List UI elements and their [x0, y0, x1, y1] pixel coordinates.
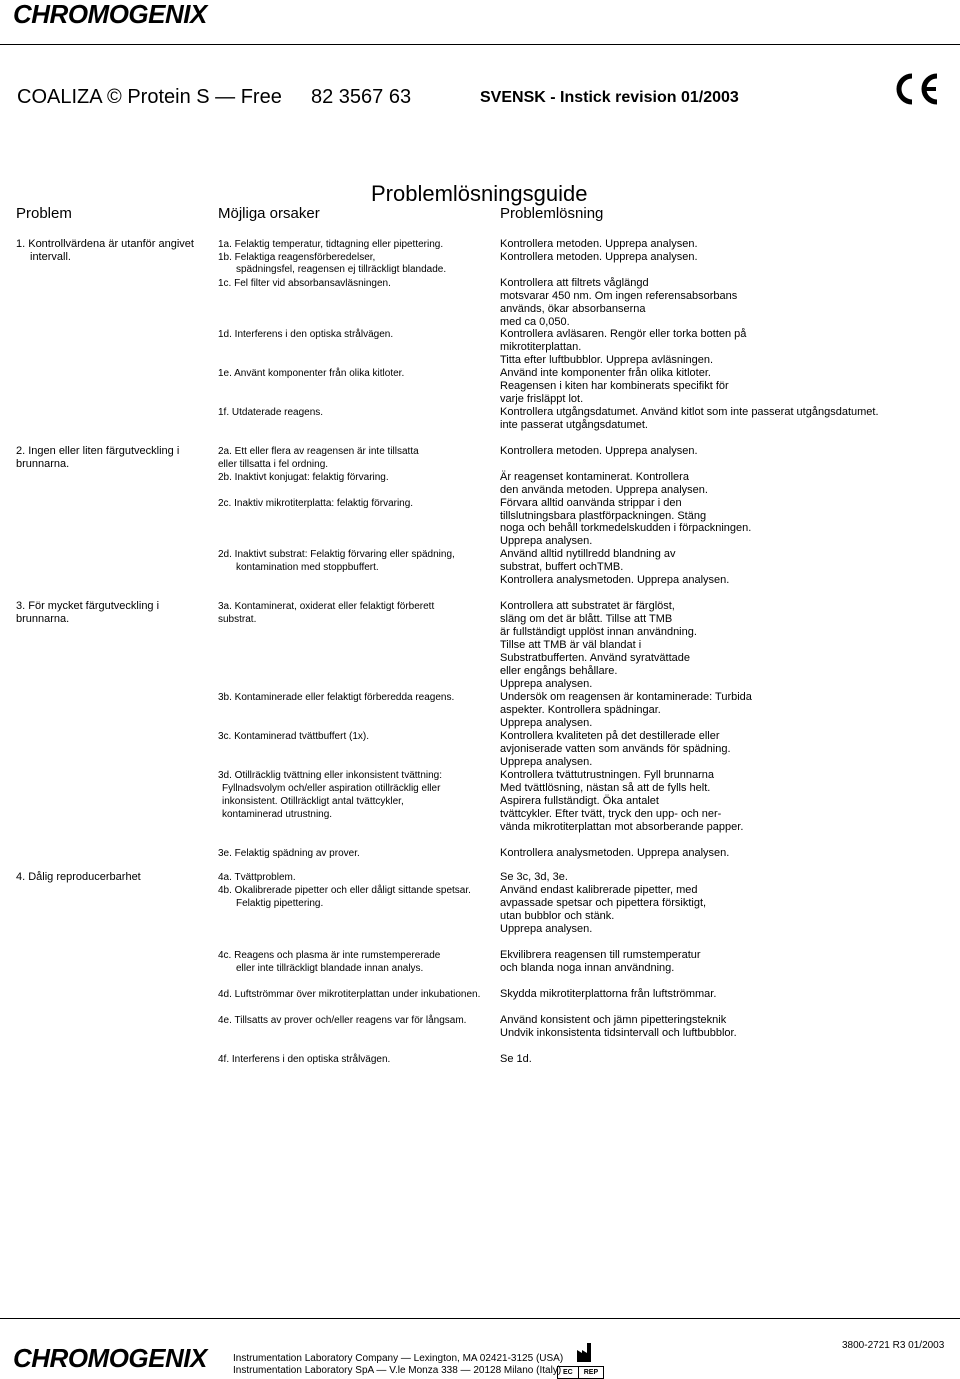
solution-line: eller engångs behållare.	[500, 665, 618, 677]
rep-label: REP	[578, 1367, 603, 1378]
ec-rep-badge	[557, 1366, 604, 1379]
factory-icon	[576, 1341, 596, 1363]
solution-line: Kontrollera metoden. Upprepa analysen.	[500, 238, 698, 250]
solution-line: motsvarar 450 nm. Om ingen referensabsorbans	[500, 290, 738, 302]
solution-line: Substratbufferten. Använd syratvättade	[500, 652, 690, 664]
solution-line: utan bubblor och stänk.	[500, 910, 615, 922]
representative-address: Instrumentation Laboratory SpA — V.le Monza 338 — 20128 Milano (Italy)	[233, 1365, 562, 1376]
cause-line: 1d. Interferens i den optiska strålvägen.	[218, 329, 394, 340]
cause-line: 2c. Inaktiv mikrotiterplatta: felaktig förvaring.	[218, 498, 414, 509]
problem-line: brunnarna.	[16, 613, 70, 625]
problem-line: 3. För mycket färgutveckling i	[16, 600, 160, 612]
cause-line: kontaminerad utrustning.	[222, 809, 333, 820]
solution-line: Upprepa analysen.	[500, 923, 593, 935]
header-divider	[0, 44, 960, 45]
problem-line: intervall.	[30, 251, 71, 263]
solution-line: vända mikrotiterplattan mot absorberande papper.	[500, 821, 744, 833]
solution-line: varje frisläppt lot.	[500, 393, 584, 405]
cause-line: 4a. Tvättproblem.	[218, 872, 296, 883]
cause-line: 4c. Reagens och plasma är inte rumstempererade	[218, 950, 441, 961]
cause-line: 3e. Felaktig spädning av prover.	[218, 848, 360, 859]
cause-line: 1b. Felaktiga reagensförberedelser,	[218, 252, 376, 263]
problem-line: 1. Kontrollvärdena är utanför angivet	[16, 238, 194, 250]
solution-line: Skydda mikrotiterplattorna från luftströmmar.	[500, 988, 717, 1000]
product-name: COALIZA © Protein S — Free	[17, 86, 282, 108]
solution-line: och blanda noga innan användning.	[500, 962, 675, 974]
cause-line: Felaktig pipettering.	[236, 898, 324, 909]
solution-line: Förvara alltid oanvända strippar i den	[500, 497, 682, 509]
solution-line: inte passerat utgångsdatumet.	[500, 419, 648, 431]
solution-line: substrat, buffert ochTMB.	[500, 561, 624, 573]
solution-line: Använd inte komponenter från olika kitloter.	[500, 367, 711, 379]
language-revision: SVENSK - Instick revision 01/2003	[480, 89, 739, 106]
solution-line: Se 1d.	[500, 1053, 532, 1065]
solution-line: Upprepa analysen.	[500, 678, 593, 690]
cause-line: kontamination med stoppbuffert.	[236, 562, 379, 573]
solution-line: Kontrollera analysmetoden. Upprepa analysen.	[500, 847, 730, 859]
solution-line: är fullständigt upplöst innan användning.	[500, 626, 697, 638]
problem-line: 2. Ingen eller liten färgutveckling i	[16, 445, 180, 457]
chromogenix-logo: CHROMOGENIX	[13, 1343, 207, 1373]
solution-line: med ca 0,050.	[500, 316, 570, 328]
solution-line: Aspirera fullständigt. Öka antalet	[500, 795, 659, 807]
cause-line: substrat.	[218, 614, 257, 625]
cause-line: 4f. Interferens i den optiska strålvägen.	[218, 1054, 391, 1065]
solution-line: Kontrollera kvaliteten på det destillerade eller	[500, 730, 720, 742]
solution-line: används, ökar absorbanserna	[500, 303, 646, 315]
ec-label: EC	[563, 1369, 573, 1376]
cause-line: 3a. Kontaminerat, oxiderat eller felaktigt förberett	[218, 601, 435, 612]
solution-line: Kontrollera avläsaren. Rengör eller torka botten på	[500, 328, 747, 340]
solution-line: mikrotiterplattan.	[500, 341, 582, 353]
solution-line: Upprepa analysen.	[500, 535, 593, 547]
cause-line: Fyllnadsvolym och/eller aspiration otillräcklig eller	[222, 783, 441, 794]
solution-line: Är reagenset kontaminerat. Kontrollera	[500, 471, 689, 483]
solution-line: aspekter. Kontrollera spädningar.	[500, 704, 661, 716]
solution-line: Använd alltid nytillredd blandning av	[500, 548, 676, 560]
cause-line: eller tillsatta i fel ordning.	[218, 459, 329, 470]
solution-line: Upprepa analysen.	[500, 717, 593, 729]
product-number: 82 3567 63	[311, 86, 412, 108]
cause-line: 1c. Fel filter vid absorbansavläsningen.	[218, 278, 391, 289]
cause-line: 4d. Luftströmmar över mikrotiterplattan under inkubationen.	[218, 989, 481, 1000]
solution-line: Ekvilibrera reagensen till rumstemperatur	[500, 949, 701, 961]
solution-line: avjoniserade vatten som används för spädning.	[500, 743, 731, 755]
solution-line: Titta efter luftbubblor. Upprepa avläsningen.	[500, 354, 714, 366]
cause-line: spädningsfel, reagensen ej tillräckligt blandade.	[236, 264, 447, 275]
solution-line: avpassade spetsar och pipettera försiktigt,	[500, 897, 707, 909]
cause-line: 3d. Otillräcklig tvättning eller inkonsistent tvättning:	[218, 770, 442, 781]
solution-line: Reagensen i kiten har kombinerats specifikt för	[500, 380, 729, 392]
cause-line: 1e. Använt komponenter från olika kitloter.	[218, 368, 405, 379]
footer-divider	[0, 1318, 960, 1319]
solution-line: Se 3c, 3d, 3e.	[500, 871, 568, 883]
document-number: 3800-2721 R3 01/2003	[842, 1340, 945, 1351]
solution-line: den använda metoden. Upprepa analysen.	[500, 484, 708, 496]
solution-line: tillslutningsbara plastförpackningen. Stäng	[500, 510, 707, 522]
solution-line: Använd endast kalibrerade pipetter, med	[500, 884, 698, 896]
solution-line: Undvik inkonsistenta tidsintervall och luftbubblor.	[500, 1027, 737, 1039]
problem-line: brunnarna.	[16, 458, 70, 470]
solution-line: Tillse att TMB är väl blandat i	[500, 639, 642, 651]
chromogenix-logo: CHROMOGENIX	[13, 0, 207, 29]
column-header-causes: Möjliga orsaker	[218, 205, 320, 222]
cause-line: 3b. Kontaminerade eller felaktigt förberedda reagens.	[218, 692, 455, 703]
solution-line: Kontrollera utgångsdatumet. Använd kitlot som inte passerat utgångsdatumet.	[500, 406, 879, 418]
cause-line: 1f. Utdaterade reagens.	[218, 407, 324, 418]
solution-line: Upprepa analysen.	[500, 756, 593, 768]
solution-line: Med tvättlösning, nästan så att de fylls helt.	[500, 782, 711, 794]
solution-line: noga och behåll torkmedelskudden i förpackningen.	[500, 522, 752, 534]
solution-line: Kontrollera att substratet är färglöst,	[500, 600, 675, 612]
cause-line: 4e. Tillsatts av prover och/eller reagens var för långsam.	[218, 1015, 467, 1026]
problem-line: 4. Dålig reproducerbarhet	[16, 871, 141, 883]
column-header-solution: Problemlösning	[500, 205, 604, 222]
solution-line: tvättcykler. Efter tvätt, tryck den upp- och ner-	[500, 808, 722, 820]
cause-line: 2b. Inaktivt konjugat: felaktig förvaring.	[218, 472, 389, 483]
cause-line: eller inte tillräckligt blandade innan analys.	[236, 963, 424, 974]
column-header-problem: Problem	[16, 205, 72, 222]
cause-line: 2d. Inaktivt substrat: Felaktig förvaring eller spädning,	[218, 549, 455, 560]
cause-line: inkonsistent. Otillräckligt antal tvättcykler,	[222, 796, 404, 807]
solution-line: Kontrollera metoden. Upprepa analysen.	[500, 445, 698, 457]
cause-line: 4b. Okalibrerade pipetter och eller dåligt sittande spetsar.	[218, 885, 471, 896]
cause-line: 3c. Kontaminerad tvättbuffert (1x).	[218, 731, 370, 742]
solution-line: släng om det är blått. Tillse att TMB	[500, 613, 673, 625]
cause-line: 1a. Felaktig temperatur, tidtagning eller pipettering.	[218, 239, 444, 250]
cause-line: 2a. Ett eller flera av reagensen är inte tillsatta	[218, 446, 419, 457]
solution-line: Kontrollera att filtrets våglängd	[500, 277, 649, 289]
solution-line: Kontrollera tvättutrustningen. Fyll brunnarna	[500, 769, 715, 781]
solution-line: Kontrollera analysmetoden. Upprepa analysen.	[500, 574, 730, 586]
solution-line: Använd konsistent och jämn pipetteringsteknik	[500, 1014, 727, 1026]
ce-mark-icon	[892, 72, 942, 106]
guide-title: Problemlösningsguide	[371, 181, 588, 206]
solution-line: Kontrollera metoden. Upprepa analysen.	[500, 251, 698, 263]
manufacturer-address: Instrumentation Laboratory Company — Lexington, MA 02421-3125 (USA)	[233, 1353, 564, 1364]
solution-line: Undersök om reagensen är kontaminerade: Turbida	[500, 691, 752, 703]
